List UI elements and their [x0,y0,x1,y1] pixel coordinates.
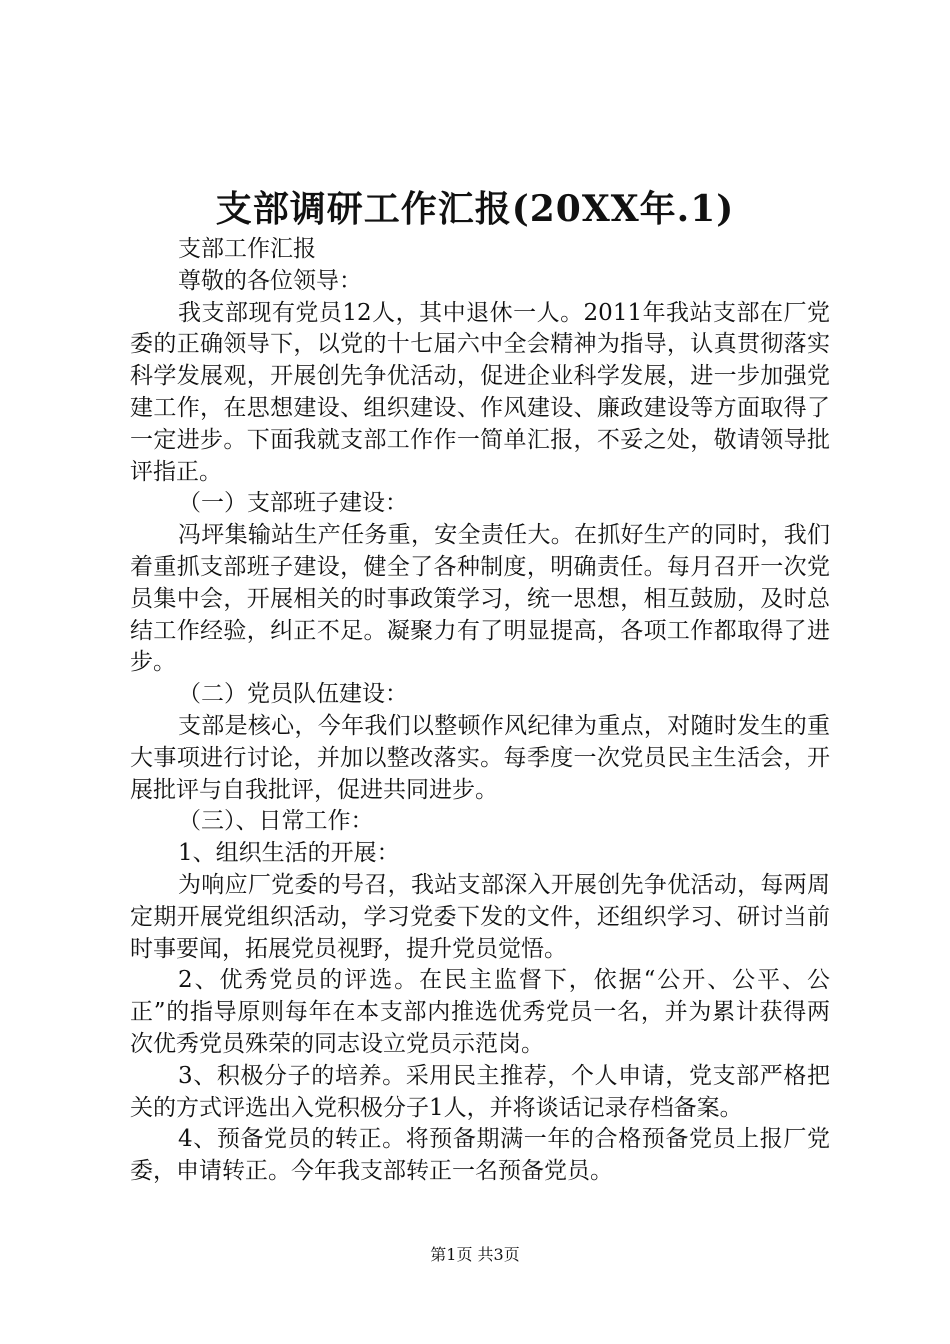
paragraph-item-3: 3、积极分子的培养。采用民主推荐，个人申请，党支部严格把关的方式评选出入党积极分子1人，并将谈话记录存档备案。 [130,1062,830,1121]
document-body [130,234,830,1188]
section-heading-3: （三）、日常工作： [178,808,374,835]
paragraph-section-1: 冯坪集输站生产任务重，安全责任大。在抓好生产的同时，我们着重抓支部班子建设，健全了各种制度，明确责任。每月召开一次党员集中会，开展相关的时事政策学习，统一思想，相互鼓励，及时总结工作经验，纠正不足。凝聚力有了明显提高，各项工作都取得了进步。 [130,522,830,676]
section-heading-1: （一）支部班子建设： [178,490,408,517]
paragraph-salutation: 尊敬的各位领导： [178,267,362,294]
paragraph-section-2: 支部是核心，今年我们以整顿作风纪律为重点，对随时发生的重大事项进行讨论，并加以整改落实。每季度一次党员民主生活会，开展批评与自我批评，促进共同进步。 [130,712,830,803]
paragraph-heading: 支部工作汇报 [178,236,316,262]
paragraph-item-1: 为响应厂党委的号召，我站支部深入开展创先争优活动，每两周定期开展党组织活动，学习党委下发的文件，还组织学习、研讨当前时事要闻，拓展党员视野，提升党员觉悟。 [130,871,830,962]
section-heading-2: （二）党员队伍建设： [178,681,408,708]
paragraph-intro: 我支部现有党员12人，其中退休一人。2011年我站支部在厂党委的正确领导下，以党的十七届六中全会精神为指导，认真贯彻落实科学发展观，开展创先争优活动，促进企业科学发展，进一步加强党建工作，在思想建设、组织建设、作风建设、廉政建设等方面取得了一定进步。下面我就支部工作作一简单汇报，不妥之处，敬请领导批评指正。 [130,299,830,485]
subheading-1: 1、组织生活的开展： [178,840,400,867]
document-title: 支部调研工作汇报(20XX年.1) [215,188,735,230]
paragraph-item-2: 2、优秀党员的评选。在民主监督下，依据“公开、公平、公正”的指导原则每年在本支部内推选优秀党员一名，并为累计获得两次优秀党员殊荣的同志设立党员示范岗。 [130,967,830,1057]
paragraph-item-4: 4、预备党员的转正。将预备期满一年的合格预备党员上报厂党委，申请转正。今年我支部转正一名预备党员。 [130,1126,830,1185]
page-number-footer: 第1页 共3页 [430,1245,520,1264]
